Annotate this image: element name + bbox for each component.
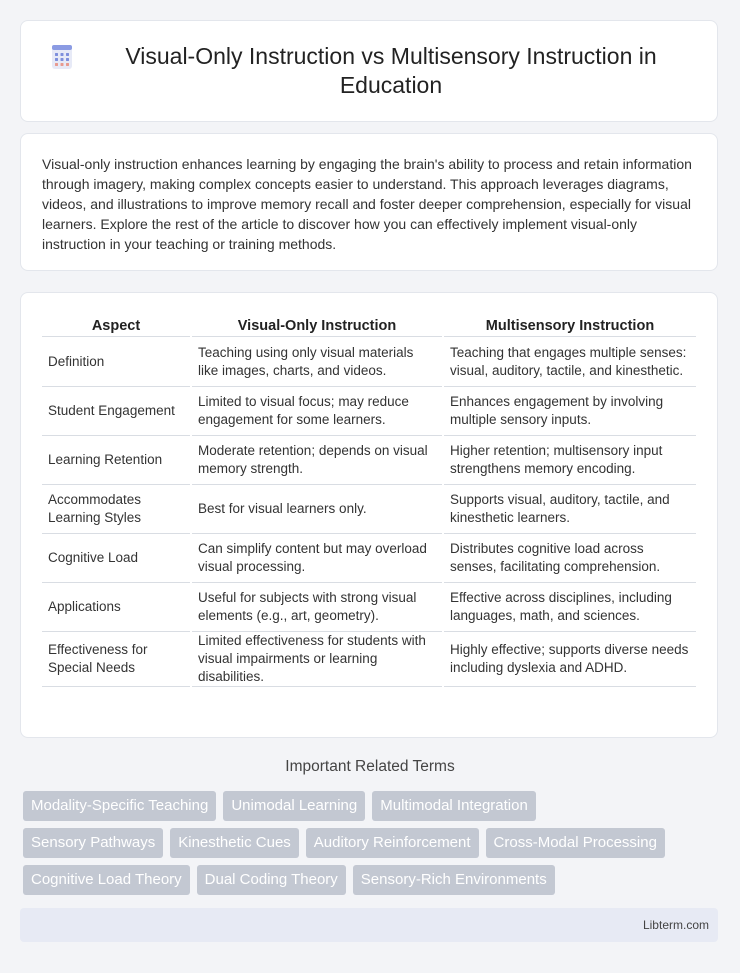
title-card (20, 20, 718, 122)
comparison-card (20, 292, 718, 738)
term-tag[interactable]: Cognitive Load Theory (23, 865, 190, 895)
table-row (42, 337, 696, 387)
comparison-table (40, 311, 698, 687)
related-terms-heading: Important Related Terms (285, 758, 455, 775)
term-tag[interactable]: Modality-Specific Teaching (23, 791, 216, 821)
header-visual-only: Visual-Only Instruction (192, 311, 442, 337)
cell-multisensory: Highly effective; supports diverse needs including dyslexia and ADHD. (444, 632, 696, 687)
cell-multisensory: Distributes cognitive load across senses, facilitating comprehension. (444, 534, 696, 583)
header-multisensory: Multisensory Instruction (444, 311, 696, 337)
term-tag[interactable]: Multimodal Integration (372, 791, 536, 821)
term-row (23, 791, 723, 821)
term-tag[interactable]: Dual Coding Theory (197, 865, 346, 895)
term-tag[interactable]: Cross-Modal Processing (486, 828, 665, 858)
header-aspect: Aspect (42, 311, 190, 337)
cell-aspect: Definition (42, 337, 190, 387)
intro-card (20, 133, 718, 271)
cell-aspect: Learning Retention (42, 436, 190, 485)
term-tag[interactable]: Kinesthetic Cues (170, 828, 299, 858)
cell-aspect: Applications (42, 583, 190, 632)
cell-visual: Best for visual learners only. (192, 485, 442, 534)
term-tag[interactable]: Auditory Reinforcement (306, 828, 479, 858)
intro-paragraph: Visual-only instruction enhances learning by engaging the brain's ability to process and retain information through imagery, making complex concepts easier to understand. This approach leverages diagrams, videos, and illustrations to improve memory recall and foster deeper comprehension, especially for visual learners. Explore the rest of the article to discover how you can effectively implement visual-only instruction in your teaching or training methods. (42, 156, 692, 252)
cell-multisensory: Teaching that engages multiple senses: visual, auditory, tactile, and kinesthetic. (444, 337, 696, 387)
cell-aspect: Cognitive Load (42, 534, 190, 583)
table-row (42, 485, 696, 534)
footer-bar (20, 908, 718, 942)
footer-brand-link[interactable]: Libterm.com (642, 918, 709, 932)
cell-multisensory: Higher retention; multisensory input strengthens memory encoding. (444, 436, 696, 485)
page-title: Visual-Only Instruction vs Multisensory Instruction in Education (125, 43, 657, 98)
cell-visual: Teaching using only visual materials like images, charts, and videos. (192, 337, 442, 387)
table-row (42, 387, 696, 436)
cell-aspect: Student Engagement (42, 387, 190, 436)
cell-multisensory: Supports visual, auditory, tactile, and kinesthetic learners. (444, 485, 696, 534)
term-tag[interactable]: Sensory-Rich Environments (353, 865, 555, 895)
cell-visual: Moderate retention; depends on visual memory strength. (192, 436, 442, 485)
cell-visual: Useful for subjects with strong visual elements (e.g., art, geometry). (192, 583, 442, 632)
cell-aspect: Accommodates Learning Styles (42, 485, 190, 534)
term-tag[interactable]: Sensory Pathways (23, 828, 163, 858)
cell-aspect: Effectiveness for Special Needs (42, 632, 190, 687)
cell-visual: Limited to visual focus; may reduce engagement for some learners. (192, 387, 442, 436)
cell-multisensory: Effective across disciplines, including languages, math, and sciences. (444, 583, 696, 632)
cell-visual: Limited effectiveness for students with visual impairments or learning disabilities. (192, 632, 442, 687)
term-row (23, 828, 723, 858)
table-row (42, 436, 696, 485)
cell-multisensory: Enhances engagement by involving multiple sensory inputs. (444, 387, 696, 436)
related-terms-list (23, 791, 723, 902)
table-row (42, 632, 696, 687)
grid-document-icon (49, 44, 75, 70)
term-row (23, 865, 723, 895)
table-row (42, 534, 696, 583)
table-header-row (42, 311, 696, 337)
term-tag[interactable]: Unimodal Learning (223, 791, 365, 821)
table-row (42, 583, 696, 632)
cell-visual: Can simplify content but may overload visual processing. (192, 534, 442, 583)
